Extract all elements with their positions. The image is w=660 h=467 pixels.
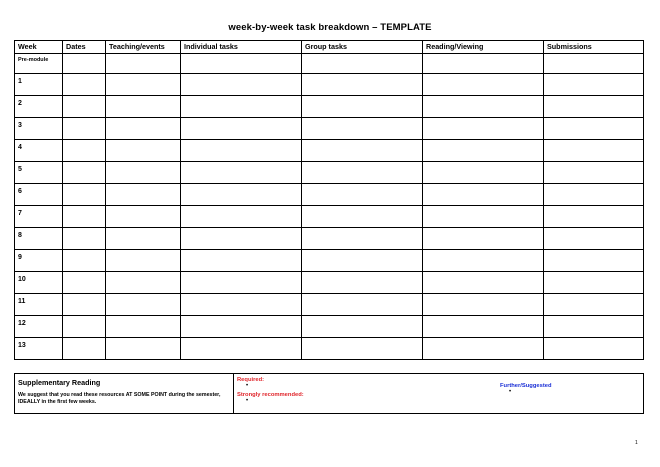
group-tasks-cell[interactable] <box>302 338 423 360</box>
dates-cell[interactable] <box>63 118 106 140</box>
teaching-events-cell[interactable] <box>106 140 181 162</box>
dates-cell[interactable] <box>63 228 106 250</box>
teaching-events-cell[interactable] <box>106 206 181 228</box>
reading-viewing-cell[interactable] <box>423 250 544 272</box>
table-row <box>15 338 644 360</box>
group-tasks-cell[interactable] <box>302 206 423 228</box>
dates-cell[interactable] <box>63 184 106 206</box>
submissions-cell[interactable] <box>544 338 644 360</box>
submissions-cell[interactable] <box>544 228 644 250</box>
group-tasks-cell[interactable] <box>302 316 423 338</box>
table-row <box>15 54 644 74</box>
strongly-recommended-label: Strongly recommended: <box>237 392 304 398</box>
reading-viewing-cell[interactable] <box>423 140 544 162</box>
table-row <box>15 250 644 272</box>
submissions-cell[interactable] <box>544 140 644 162</box>
column-header-individual-tasks: Individual tasks <box>181 41 302 54</box>
table-row <box>15 272 644 294</box>
dates-cell[interactable] <box>63 74 106 96</box>
week-label: 6 <box>15 184 63 206</box>
group-tasks-cell[interactable] <box>302 272 423 294</box>
teaching-events-cell[interactable] <box>106 162 181 184</box>
week-label: 1 <box>15 74 63 96</box>
teaching-events-cell[interactable] <box>106 96 181 118</box>
table-header-row <box>15 41 644 54</box>
dates-cell[interactable] <box>63 162 106 184</box>
teaching-events-cell[interactable] <box>106 228 181 250</box>
dates-cell[interactable] <box>63 272 106 294</box>
week-label: 10 <box>15 272 63 294</box>
supplementary-reading-title: Supplementary Reading <box>18 378 101 387</box>
submissions-cell[interactable] <box>544 250 644 272</box>
individual-tasks-cell[interactable] <box>181 316 302 338</box>
required-bullet[interactable]: • <box>246 383 249 389</box>
reading-viewing-cell[interactable] <box>423 74 544 96</box>
supplementary-reading-lists[interactable] <box>234 374 644 414</box>
individual-tasks-cell[interactable] <box>181 96 302 118</box>
table-row <box>15 228 644 250</box>
week-label: 3 <box>15 118 63 140</box>
submissions-cell[interactable] <box>544 74 644 96</box>
supplementary-reading-info <box>15 374 234 414</box>
further-suggested-label: Further/Suggested <box>500 383 552 389</box>
individual-tasks-cell[interactable] <box>181 162 302 184</box>
submissions-cell[interactable] <box>544 294 644 316</box>
table-row <box>15 118 644 140</box>
reading-viewing-cell[interactable] <box>423 316 544 338</box>
submissions-cell[interactable] <box>544 206 644 228</box>
individual-tasks-cell[interactable] <box>181 272 302 294</box>
submissions-cell[interactable] <box>544 96 644 118</box>
individual-tasks-cell[interactable] <box>181 118 302 140</box>
submissions-cell[interactable] <box>544 272 644 294</box>
reading-viewing-cell[interactable] <box>423 54 544 74</box>
dates-cell[interactable] <box>63 96 106 118</box>
table-row <box>15 140 644 162</box>
table-row <box>15 206 644 228</box>
submissions-cell[interactable] <box>544 54 644 74</box>
reading-viewing-cell[interactable] <box>423 184 544 206</box>
column-header-dates: Dates <box>63 41 106 54</box>
week-label: 5 <box>15 162 63 184</box>
submissions-cell[interactable] <box>544 184 644 206</box>
table-row <box>15 294 644 316</box>
group-tasks-cell[interactable] <box>302 74 423 96</box>
group-tasks-cell[interactable] <box>302 294 423 316</box>
individual-tasks-cell[interactable] <box>181 140 302 162</box>
dates-cell[interactable] <box>63 54 106 74</box>
dates-cell[interactable] <box>63 140 106 162</box>
individual-tasks-cell[interactable] <box>181 228 302 250</box>
supplementary-reading-note: We suggest that you read these resources AT SOME POINT during the semester, IDEALLY in the first few weeks. <box>18 392 221 405</box>
weekly-task-table <box>14 40 644 360</box>
table-row <box>15 74 644 96</box>
group-tasks-cell[interactable] <box>302 140 423 162</box>
dates-cell[interactable] <box>63 338 106 360</box>
teaching-events-cell[interactable] <box>106 316 181 338</box>
supplementary-reading-row <box>15 374 644 414</box>
group-tasks-cell[interactable] <box>302 162 423 184</box>
week-label: 4 <box>15 140 63 162</box>
teaching-events-cell[interactable] <box>106 338 181 360</box>
column-header-submissions: Submissions <box>544 41 644 54</box>
dates-cell[interactable] <box>63 250 106 272</box>
teaching-events-cell[interactable] <box>106 74 181 96</box>
individual-tasks-cell[interactable] <box>181 294 302 316</box>
page-number: 1 <box>635 440 638 446</box>
required-label: Required: <box>237 377 265 383</box>
week-label: 7 <box>15 206 63 228</box>
individual-tasks-cell[interactable] <box>181 74 302 96</box>
individual-tasks-cell[interactable] <box>181 184 302 206</box>
group-tasks-cell[interactable] <box>302 228 423 250</box>
individual-tasks-cell[interactable] <box>181 54 302 74</box>
reading-viewing-cell[interactable] <box>423 272 544 294</box>
submissions-cell[interactable] <box>544 118 644 140</box>
dates-cell[interactable] <box>63 316 106 338</box>
dates-cell[interactable] <box>63 206 106 228</box>
column-header-reading-viewing: Reading/Viewing <box>423 41 544 54</box>
strongly-recommended-bullet[interactable]: • <box>246 398 249 404</box>
submissions-cell[interactable] <box>544 162 644 184</box>
group-tasks-cell[interactable] <box>302 54 423 74</box>
reading-viewing-cell[interactable] <box>423 338 544 360</box>
group-tasks-cell[interactable] <box>302 184 423 206</box>
teaching-events-cell[interactable] <box>106 294 181 316</box>
week-label: 12 <box>15 316 63 338</box>
group-tasks-cell[interactable] <box>302 118 423 140</box>
individual-tasks-cell[interactable] <box>181 206 302 228</box>
table-row <box>15 184 644 206</box>
reading-viewing-cell[interactable] <box>423 228 544 250</box>
further-suggested-group <box>500 383 552 396</box>
column-header-teaching-events: Teaching/events <box>106 41 181 54</box>
page-title: week-by-week task breakdown – TEMPLATE <box>228 22 432 33</box>
group-tasks-cell[interactable] <box>302 96 423 118</box>
week-label: Pre-module <box>15 54 63 74</box>
column-header-group-tasks: Group tasks <box>302 41 423 54</box>
submissions-cell[interactable] <box>544 316 644 338</box>
teaching-events-cell[interactable] <box>106 184 181 206</box>
table-row <box>15 162 644 184</box>
table-row <box>15 316 644 338</box>
teaching-events-cell[interactable] <box>106 250 181 272</box>
week-label: 8 <box>15 228 63 250</box>
reading-viewing-cell[interactable] <box>423 162 544 184</box>
teaching-events-cell[interactable] <box>106 54 181 74</box>
group-tasks-cell[interactable] <box>302 250 423 272</box>
reading-viewing-cell[interactable] <box>423 118 544 140</box>
week-label: 9 <box>15 250 63 272</box>
individual-tasks-cell[interactable] <box>181 250 302 272</box>
reading-viewing-cell[interactable] <box>423 206 544 228</box>
teaching-events-cell[interactable] <box>106 118 181 140</box>
week-label: 13 <box>15 338 63 360</box>
reading-viewing-cell[interactable] <box>423 294 544 316</box>
week-label: 11 <box>15 294 63 316</box>
individual-tasks-cell[interactable] <box>181 338 302 360</box>
reading-viewing-cell[interactable] <box>423 96 544 118</box>
week-label: 2 <box>15 96 63 118</box>
teaching-events-cell[interactable] <box>106 272 181 294</box>
further-suggested-bullet[interactable]: • <box>509 389 512 395</box>
table-row <box>15 96 644 118</box>
dates-cell[interactable] <box>63 294 106 316</box>
supplementary-reading-table <box>14 373 644 414</box>
column-header-week: Week <box>15 41 63 54</box>
